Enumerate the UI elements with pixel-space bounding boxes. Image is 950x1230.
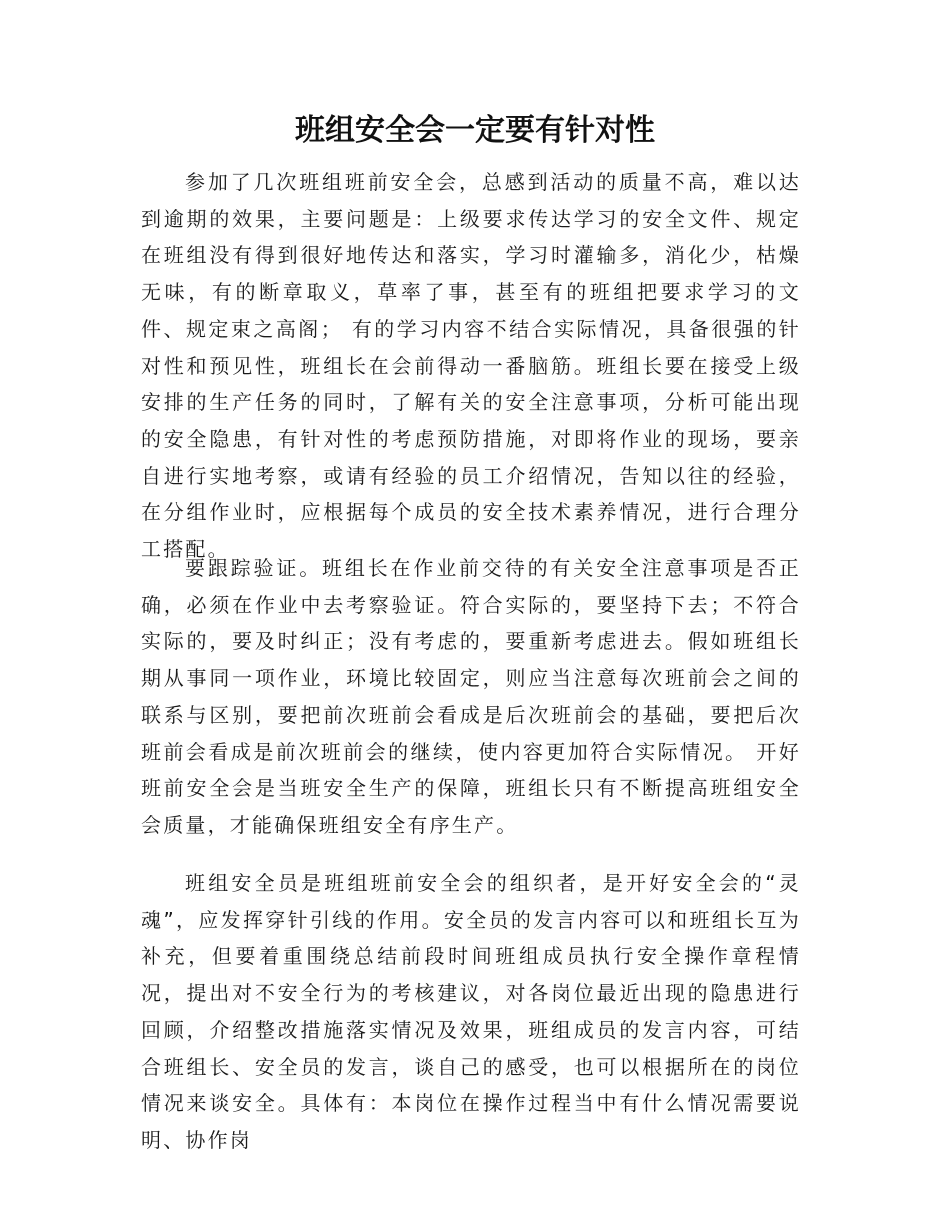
- paragraph-3: 班组安全员是班组班前安全会的组织者，是开好安全会的“灵魂”，应发挥穿针引线的作用。安全员的发言内容可以和班组长互为补充，但要着重围绕总结前段时间班组成员执行安全操作章程情况，提出对不安全行为的考核建议，对各岗位最近出现的隐患进行回顾，介绍整改措施落实情况及效果，班组成员的发言内容，可结合班组长、安全员的发言，谈自己的感受，也可以根据所在的岗位情况来谈安全。具体有：本岗位在操作过程当中有什么情况需要说明、协作岗: [141, 871, 801, 1152]
- paragraph-2: 要跟踪验证。班组长在作业前交待的有关安全注意事项是否正确，必须在作业中去考察验证。符合实际的，要坚持下去；不符合实际的，要及时纠正；没有考虑的，要重新考虑进去。假如班组长期从事同一项作业，环境比较固定，则应当注意每次班前会之间的联系与区别，要把前次班前会看成是后次班前会的基础，要把后次班前会看成是前次班前会的继续，使内容更加符合实际情况。 开好班前安全会是当班安全生产的保障，班组长只有不断提高班组安全会质量，才能确保班组安全有序生产。: [141, 556, 801, 837]
- document-title: 班组安全会一定要有针对性: [295, 113, 655, 148]
- paragraph-1: 参加了几次班组班前安全会，总感到活动的质量不高，难以达到逾期的效果，主要问题是：上级要求传达学习的安全文件、规定在班组没有得到很好地传达和落实，学习时灌输多，消化少，枯燥无味，有的断章取义，草率了事，甚至有的班组把要求学习的文件、规定束之高阁； 有的学习内容不结合实际情况，具备很强的针对性和预见性，班组长在会前得动一番脑筋。班组长要在接受上级安排的生产任务的同时，了解有关的安全注意事项，分析可能出现的安全隐患，有针对性的考虑预防措施，对即将作业的现场，要亲自进行实地考察，或请有经验的员工介绍情况，告知以往的经验，在分组作业时，应根据每个成员的安全技术素养情况，进行合理分工搭配。: [141, 170, 801, 562]
